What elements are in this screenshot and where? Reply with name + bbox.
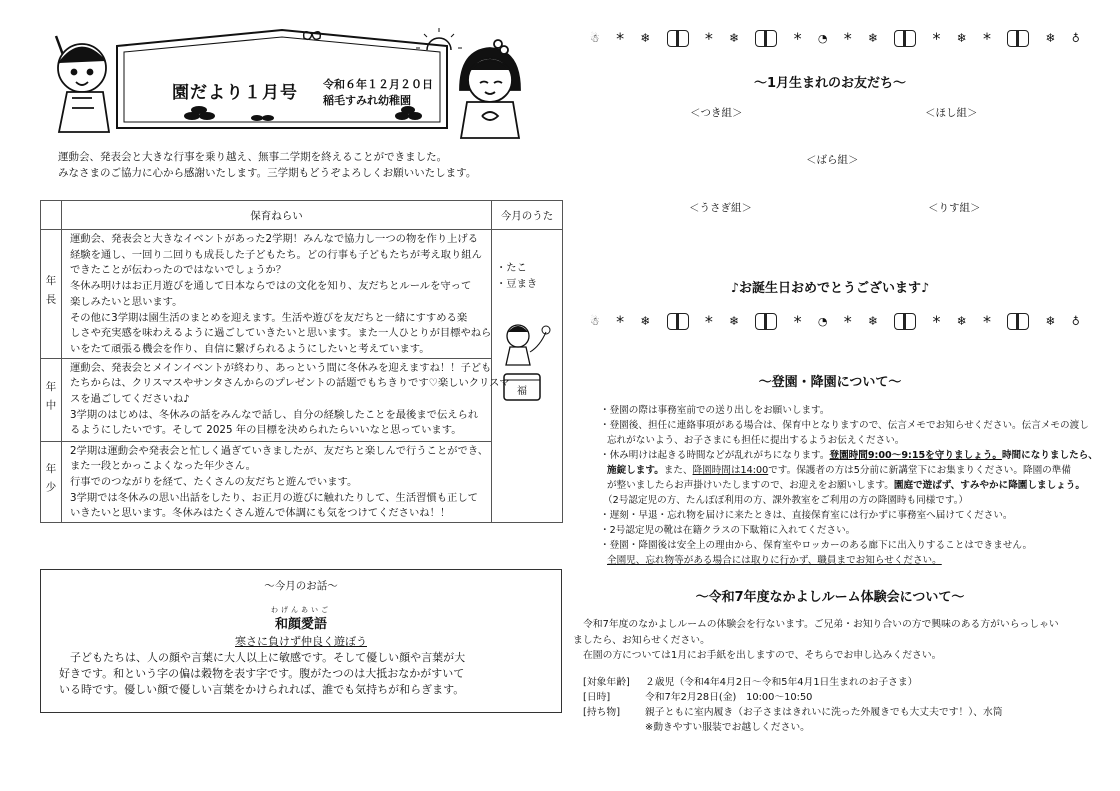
detail-row: [583, 690, 1083, 705]
star-icon: *: [616, 28, 625, 48]
class-tsuki: ＜つき組＞: [690, 107, 743, 119]
monthly-story-box: [40, 569, 562, 713]
goal-line: いをたて頑張る機会を作り、自信に繋げられるようにしたいと考えています。: [70, 342, 430, 355]
access-text: 園庭で遊ばず、すみやかに降園しましょう。: [893, 480, 1085, 491]
goal-line: しさや充実感を味わえるように過ごしていきたいと思います。また一人ひとりが目標やねら: [70, 327, 492, 340]
list-item: （2号認定児の方、たんぽぽ利用の方、課外教室をご利用の方の降園時も同様です。）: [603, 495, 969, 506]
age-label-nenchu: 年中: [41, 358, 62, 441]
list-item: ・登園・降園後は安全上の理由から、保育室やロッカーのある廊下に出入りすることはできません。: [600, 540, 1033, 551]
list-item: ・登園後、担任に連絡事項がある場合は、保育中となりますので、伝言メモでお知らせください。伝言メモの渡し: [600, 420, 1089, 431]
star-icon: *: [616, 311, 625, 331]
age-label-nensho: 年少: [41, 441, 62, 523]
list-item: [600, 553, 1080, 568]
gift-box-icon: [1007, 313, 1029, 330]
list-item: [600, 478, 1085, 493]
snowflake-icon: ❄: [729, 31, 740, 45]
goal-line: るようにしたいです。そして 2025 年の目標を決められたらいいなと思っています。: [70, 424, 462, 437]
goal-cell-nencho: [62, 230, 492, 359]
gift-box-icon: [1007, 30, 1029, 47]
childcare-goals-table: [40, 200, 563, 523]
snowflake-icon: ❄: [1045, 31, 1056, 45]
drop-off-time: 登園時間9:00～9:15を守りましょう。: [829, 450, 1002, 461]
trial-line: ましたら、お知らせください。: [573, 634, 710, 646]
cake-icon: ◔: [817, 314, 828, 328]
greeting-line: みなさまのご協力に心から感謝いたします。三学期もどうぞよろしくお願いいたします。: [58, 167, 477, 179]
story-line: いる時です。優しい顔で優しい言葉をかけられれば、誰でも気持ちが和らぎます。: [59, 683, 465, 696]
list-item: [600, 448, 1098, 463]
detail-row: [583, 720, 1083, 735]
goal-line: できたことが伝わったのではないでしょうか？: [70, 264, 287, 277]
trial-section-title: ～令和7年度なかよしルーム体験会について～: [695, 590, 965, 605]
gift-box-icon: [667, 30, 689, 47]
trial-details: [583, 675, 1083, 735]
star-icon: *: [843, 28, 852, 48]
cake-icon: ◔: [817, 31, 828, 45]
snowman-icon: ☃: [590, 31, 600, 45]
goal-line: 運動会、発表会とメインイベントが終わり、あっという間に冬休みを迎えますね！！子ども: [70, 361, 492, 374]
list-item: 忘れがないよう、お子さまにも担任に提出するようお伝えください。: [607, 435, 905, 446]
money-bag-icon: ♁: [1071, 314, 1080, 328]
birthday-section-title: ～1月生まれのお友だち～: [753, 76, 907, 91]
story-title-ruby: わげんあいご: [271, 606, 331, 614]
detail-value: 親子ともに室内履き（お子さまはきれいに洗った外履きでも大丈夫です！）、水筒: [645, 707, 1003, 718]
detail-label: [持ち物]: [583, 707, 621, 718]
class-bara: ＜ばら組＞: [806, 154, 859, 166]
class-usagi: ＜うさぎ組＞: [689, 202, 752, 214]
goal-line: いきたいと思います。冬休みはたくさん遊んで体調にも気をつけてくださいね！！: [70, 507, 451, 520]
list-item: ・2号認定児の靴は在籍クラスの下駄箱に入れてください。: [600, 525, 856, 536]
detail-label: [日時]: [583, 692, 611, 703]
sun-icon: [416, 28, 462, 50]
detail-value: ２歳児（令和4年4月2日～令和5年4月1日生まれのお子さま）: [645, 677, 918, 688]
pick-up-time: 降園時間は14:00: [692, 465, 769, 476]
goal-line: 行事でのつながりを経て、たくさんの友だちと遊んでいます。: [70, 476, 358, 489]
snowflake-icon: ❄: [956, 314, 967, 328]
access-text: 全園児、忘れ物等がある場合には取りに行かず、職員までお知らせください。: [607, 555, 942, 566]
list-item: ・遅刻・早退・忘れ物を届けに来たときは、直接保育室には行かずに事務室へ届けてください。: [600, 510, 1013, 521]
star-icon: *: [704, 311, 713, 331]
access-rules-list: [600, 403, 1098, 568]
trial-description: [573, 617, 1083, 664]
detail-value: ※動きやすい服装でお越しください。: [645, 722, 810, 733]
detail-label: [対象年齢]: [583, 677, 630, 688]
star-icon: *: [704, 28, 713, 48]
goal-line: 運動会、発表会と大きなイベントがあった2学期！みんなで協力し一つの物を作り上げる: [70, 233, 479, 245]
goal-line: 経験を通し、一回り二回りも成長した子どもたち。どの行事も子どもたちが考え取り組ん: [70, 248, 482, 261]
detail-row: [583, 675, 1083, 690]
story-subtitle-text: 寒さに負けず仲良く遊ぼう: [235, 635, 367, 648]
age-label-nencho: 年長: [41, 230, 62, 359]
story-title: 和顔愛語: [274, 617, 327, 632]
story-body: [59, 650, 554, 698]
goal-line: 冬休み明けはお正月遊びを通して日本ならではの文化を知り、友だちとルールを守って: [70, 280, 472, 293]
list-item: [600, 463, 1080, 478]
story-subtitle: [41, 633, 561, 649]
greeting-paragraph: [58, 149, 528, 181]
goal-cell-nensho: [62, 441, 492, 523]
snowman-icon: ☃: [590, 314, 600, 328]
detail-value: 令和7年2月28日(金) 10:00～10:50: [645, 692, 813, 703]
snowflake-icon: ❄: [640, 31, 651, 45]
table-row: [41, 441, 563, 523]
goal-line: 楽しみたいと思います。: [70, 295, 183, 308]
goal-line: 2学期は運動会や発表会と忙しく過ぎていきましたが、友だちと楽しんで行うことができ、: [70, 444, 489, 457]
goal-line: 3学期のはじめは、冬休みの話をみんなで話し、自分の経験したことを最後まで伝えられ: [70, 408, 479, 421]
access-section-title: ～登園・降園について～: [758, 375, 902, 390]
star-icon: *: [932, 311, 941, 331]
snowflake-icon: ❄: [1045, 314, 1056, 328]
table-row: [41, 230, 563, 359]
song-item: ・たこ: [496, 262, 527, 274]
gift-box-icon: [667, 313, 689, 330]
story-line: 子どもたちは、人の顔や言葉に大人以上に敏感です。そして優しい顔や言葉が大: [70, 651, 466, 664]
gift-box-icon: [755, 313, 777, 330]
access-text: 時間になりましたら、: [1001, 450, 1098, 461]
girl-character-icon: [460, 40, 520, 138]
access-text: が整いましたらお声掛けいたしますので、お迎えをお願いします。: [607, 480, 894, 491]
snowflake-icon: ❄: [640, 314, 651, 328]
story-heading: ～今月のお話～: [264, 580, 338, 592]
issue-date: 令和６年１２月２０日: [323, 78, 433, 91]
star-icon: *: [793, 28, 802, 48]
gift-box-icon: [755, 30, 777, 47]
goal-cell-nenchu: [62, 358, 510, 441]
school-name: 稲毛すみれ幼稚園: [323, 94, 411, 107]
trial-line: 在園の方については1月にお手紙を出しますので、そちらでお申し込みください。: [583, 650, 942, 661]
list-item: ・登園の際は事務室前での送り出しをお願いします。: [600, 405, 830, 416]
song-item: ・豆まき: [496, 278, 538, 290]
star-icon: *: [793, 311, 802, 331]
snowflake-icon: ❄: [956, 31, 967, 45]
fuku-label: 福: [517, 386, 527, 397]
goal-line: スを過ごしてくださいね♪: [70, 393, 190, 406]
decorative-border-bottom: [590, 306, 1080, 336]
decorative-border-top: [590, 23, 1080, 53]
class-risu: ＜りす組＞: [928, 202, 981, 214]
table-header-goal: 保育ねらい: [62, 201, 492, 230]
gift-box-icon: [894, 313, 916, 330]
star-icon: *: [843, 311, 852, 331]
pine-decoration-icon: [184, 106, 422, 121]
goal-line: その他に3学期は園生活のまとめを迎えます。生活や遊びを友だちと一緒にすすめる楽: [70, 311, 468, 324]
table-header-song: 今月のうた: [492, 201, 563, 230]
birthday-congrats: ♪お誕生日おめでとうございます♪: [730, 281, 930, 296]
star-icon: *: [983, 311, 992, 331]
star-icon: *: [932, 28, 941, 48]
money-bag-icon: ♁: [1071, 31, 1080, 45]
snowflake-icon: ❄: [867, 31, 879, 45]
boy-character-icon: [56, 36, 109, 132]
newsletter-title: 園だより１月号: [172, 83, 298, 103]
trial-line: 令和7年度のなかよしルームの体験会を行ないます。ご兄弟・お知り合いの方で興味のある方がいらっしゃい: [583, 619, 1059, 630]
detail-label: [583, 720, 645, 735]
access-text: また、: [663, 465, 693, 476]
gift-box-icon: [894, 30, 916, 47]
access-text: です。保護者の方は5分前に新講堂下にお集まりください。降園の準備: [768, 465, 1071, 476]
table-header-corner: [41, 201, 62, 230]
greeting-line: 運動会、発表会と大きな行事を乗り越え、無事二学期を終えることができました。: [58, 151, 448, 163]
table-row: [41, 358, 563, 441]
star-icon: *: [983, 28, 992, 48]
goal-line: たちからは、クリスマスやサンタさんからのプレゼントの話題でもちきりです♡楽しいクリスマ: [70, 377, 510, 390]
goal-line: 3学期では冬休みの思い出話をしたり、お正月の遊びに触れたりして、生活習慣も正して: [70, 491, 478, 504]
kite-child-icon: [496, 314, 556, 404]
goal-line: また一段とかっこよくなった年少さん。: [70, 460, 256, 473]
story-line: 好きです。和という字の偏は穀物を表す字です。腹がたつのは大抵おなかがすいて: [59, 667, 465, 680]
snowflake-icon: ❄: [729, 314, 740, 328]
access-text: 施錠します。: [607, 465, 664, 476]
table-header-row: [41, 201, 563, 230]
class-hoshi: ＜ほし組＞: [925, 107, 978, 119]
detail-row: [583, 705, 1083, 720]
access-text: ・休み明けは起きる時間などが乱れがちになります。: [600, 450, 830, 461]
snowflake-icon: ❄: [867, 314, 879, 328]
